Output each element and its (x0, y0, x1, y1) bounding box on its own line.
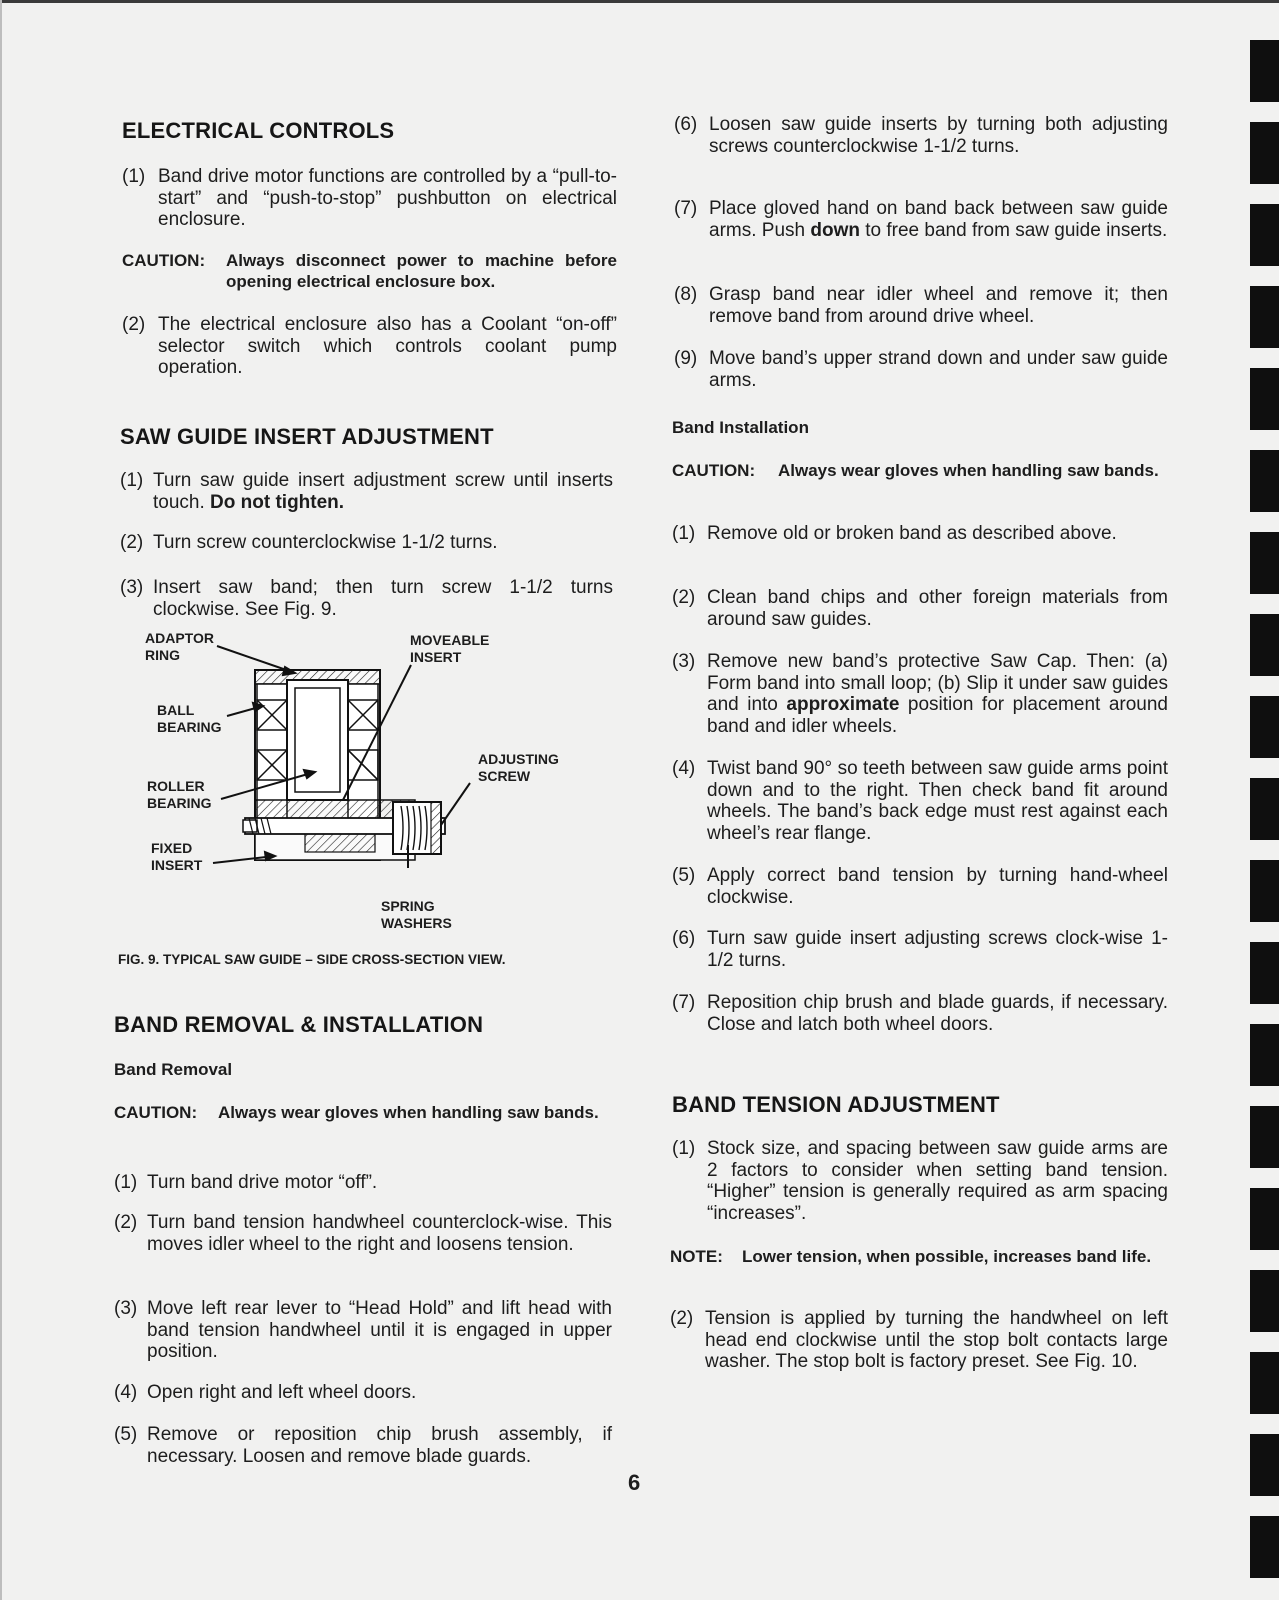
label-adaptor-ring: ADAPTOR RING (145, 630, 214, 663)
band-tension-item-2 (670, 1308, 1168, 1373)
caution-label: CAUTION: (672, 461, 756, 480)
band-tension-heading: BAND TENSION ADJUSTMENT (672, 1092, 1000, 1117)
binding-mark (1250, 122, 1279, 184)
band-removal-item-7 (674, 198, 1168, 241)
band-installation-item-5 (672, 865, 1168, 908)
caution-text: Always wear gloves when handling saw bands. (218, 1103, 599, 1122)
saw-guide-cross-section-diagram (145, 640, 605, 940)
saw-guide-heading: SAW GUIDE INSERT ADJUSTMENT (120, 424, 494, 449)
binding-mark (1250, 450, 1279, 512)
item-text: Insert saw band; then turn screw 1-1/2 turns clockwise. See Fig. 9. (153, 577, 613, 620)
item-number: (1) (122, 166, 146, 187)
binding-edge-marks (1250, 40, 1279, 1600)
item-number: (2) (114, 1212, 138, 1233)
item-text: Turn band tension handwheel counterclock-wise. This moves idler wheel to the right and loosens tension. (147, 1212, 612, 1255)
figure-9-caption: FIG. 9. TYPICAL SAW GUIDE – SIDE CROSS-SECTION VIEW. (118, 952, 506, 967)
binding-mark (1250, 286, 1279, 348)
item-text (707, 651, 1168, 737)
item-text (709, 198, 1168, 241)
caution-text: Always wear gloves when handling saw bands. (778, 461, 1159, 480)
band-tension-item-1 (672, 1138, 1168, 1224)
band-installation-item-2 (672, 587, 1168, 630)
item-text: Stock size, and spacing between saw guide arms are 2 factors to consider when setting band tension. “Higher” tension is generally required as arm spacing “increases”. (707, 1138, 1168, 1224)
item-number: (5) (114, 1424, 138, 1445)
band-removal-item-2 (114, 1212, 612, 1255)
caution-label: CAUTION: (114, 1103, 198, 1122)
caution-label: CAUTION: (122, 251, 206, 270)
item-text-bold: approximate (786, 694, 900, 715)
item-number: (2) (122, 314, 146, 335)
binding-mark (1250, 1024, 1279, 1086)
item-text: Loosen saw guide inserts by turning both adjusting screws counterclockwise 1-1/2 turns. (709, 114, 1168, 157)
item-text-bold: Do not tighten. (210, 491, 345, 513)
binding-mark (1250, 532, 1279, 594)
item-number: (1) (120, 470, 144, 491)
label-spring-washers: SPRING WASHERS (381, 898, 452, 931)
band-installation-item-6 (672, 928, 1168, 971)
binding-mark (1250, 1188, 1279, 1250)
item-number: (9) (674, 348, 698, 369)
item-text: Remove old or broken band as described above. (707, 523, 1117, 544)
band-installation-item-4 (672, 758, 1168, 844)
band-removal-item-5 (114, 1424, 612, 1467)
binding-mark (1250, 1106, 1279, 1168)
band-installation-caution (672, 460, 1166, 481)
binding-mark (1250, 368, 1279, 430)
label-moveable-insert: MOVEABLE INSERT (410, 632, 490, 665)
binding-mark (1250, 1352, 1279, 1414)
band-tension-note (670, 1246, 1168, 1267)
item-number: (3) (114, 1298, 138, 1319)
item-text-regular: Place gloved hand on band back between saw guide arms. Push (709, 198, 1168, 241)
item-text: Clean band chips and other foreign materials from around saw guides. (707, 587, 1168, 630)
binding-mark (1250, 778, 1279, 840)
item-text (153, 470, 613, 513)
binding-mark (1250, 1516, 1279, 1578)
item-text: Band drive motor functions are controlled by a “pull-to-start” and “push-to-stop” pushbutton on electrical enclosure. (158, 166, 617, 230)
item-text: Remove or reposition chip brush assembly, if necessary. Loosen and remove blade guards. (147, 1424, 612, 1467)
item-text: Move left rear lever to “Head Hold” and lift head with band tension handwheel until it is engaged in upper position. (147, 1298, 612, 1362)
item-number: (8) (674, 284, 698, 305)
item-number: (4) (672, 758, 696, 779)
item-text: The electrical enclosure also has a Coolant “on-off” selector switch which controls coolant pump operation. (158, 314, 617, 378)
item-text-regular: to free band from saw guide inserts. (859, 219, 1168, 241)
band-installation-item-7 (672, 992, 1168, 1035)
band-removal-item-8 (674, 284, 1168, 327)
item-text: Twist band 90° so teeth between saw guide arms point down and to the right. Then check band fit around wheels. The band’s back edge must rest against each wheel’s rear flange. (707, 758, 1168, 844)
band-installation-item-3 (672, 651, 1168, 737)
binding-mark (1250, 942, 1279, 1004)
item-text: Tension is applied by turning the handwheel on left head end clockwise until the stop bolt contacts large washer. The stop bolt is factory preset. See Fig. 10. (705, 1308, 1168, 1372)
label-roller-bearing: ROLLER BEARING (147, 778, 212, 811)
item-number: (2) (672, 587, 696, 608)
electrical-controls-heading: ELECTRICAL CONTROLS (122, 118, 395, 143)
item-number: (3) (672, 651, 696, 672)
item-text-regular: Turn saw guide insert adjustment screw until inserts touch. (153, 470, 613, 513)
band-removal-item-9 (674, 348, 1168, 391)
item-number: (1) (672, 1138, 696, 1159)
band-removal-installation-heading: BAND REMOVAL & INSTALLATION (114, 1012, 484, 1037)
binding-mark (1250, 1434, 1279, 1496)
electrical-caution (122, 250, 617, 292)
binding-mark (1250, 1270, 1279, 1332)
item-text: Apply correct band tension by turning hand-wheel clockwise. (707, 865, 1168, 908)
item-text: Turn band drive motor “off”. (147, 1172, 378, 1193)
electrical-item-1 (122, 166, 617, 231)
label-ball-bearing: BALL BEARING (157, 702, 222, 735)
item-number: (6) (672, 928, 696, 949)
label-adjusting-screw: ADJUSTING SCREW (478, 751, 559, 784)
caution-text: Always disconnect power to machine before opening electrical enclosure box. (226, 251, 617, 291)
binding-mark (1250, 204, 1279, 266)
item-text: Turn saw guide insert adjusting screws clock-wise 1-1/2 turns. (707, 928, 1168, 971)
item-text: Turn screw counterclockwise 1-1/2 turns. (153, 532, 498, 553)
item-text-bold: down (810, 219, 860, 241)
item-number: (7) (674, 198, 698, 219)
band-removal-item-1 (114, 1172, 612, 1194)
item-text-regular: position for placement around band and idler wheels. (707, 694, 1168, 737)
item-text: Move band’s upper strand down and under saw guide arms. (709, 348, 1168, 391)
band-removal-item-4 (114, 1382, 612, 1404)
sawguide-item-3 (120, 577, 613, 620)
item-number: (3) (120, 577, 144, 598)
band-installation-subheading: Band Installation (672, 418, 809, 437)
page-left-edge (0, 0, 2, 1600)
page-top-edge (0, 0, 1279, 3)
binding-mark (1250, 696, 1279, 758)
item-number: (2) (120, 532, 144, 553)
item-text-regular: Remove new band’s protective Saw Cap. Then: (a) Form band into small loop; (b) Slip it under saw guides and into (707, 651, 1168, 715)
item-text: Grasp band near idler wheel and remove it; then remove band from around drive wheel. (709, 284, 1168, 327)
electrical-item-2 (122, 314, 617, 379)
binding-mark (1250, 614, 1279, 676)
item-number: (5) (672, 865, 696, 886)
binding-mark (1250, 40, 1279, 102)
band-removal-caution (114, 1102, 612, 1123)
sawguide-item-2 (120, 532, 613, 554)
note-label: NOTE: (670, 1247, 723, 1266)
band-installation-item-1 (672, 523, 1168, 545)
label-fixed-insert: FIXED INSERT (151, 840, 203, 873)
figure-9 (145, 630, 605, 940)
item-text: Open right and left wheel doors. (147, 1382, 417, 1403)
item-number: (1) (114, 1172, 138, 1193)
item-number: (7) (672, 992, 696, 1013)
band-removal-subheading: Band Removal (114, 1060, 233, 1079)
item-number: (6) (674, 114, 698, 135)
sawguide-item-1 (120, 470, 613, 513)
item-number: (4) (114, 1382, 138, 1403)
item-number: (1) (672, 523, 696, 544)
band-removal-item-6 (674, 114, 1168, 157)
page-number: 6 (628, 1470, 641, 1495)
item-text: Reposition chip brush and blade guards, if necessary. Close and latch both wheel doors. (707, 992, 1168, 1035)
item-number: (2) (670, 1308, 694, 1329)
band-removal-item-3 (114, 1298, 612, 1363)
binding-mark (1250, 860, 1279, 922)
note-text: Lower tension, when possible, increases band life. (742, 1247, 1152, 1266)
